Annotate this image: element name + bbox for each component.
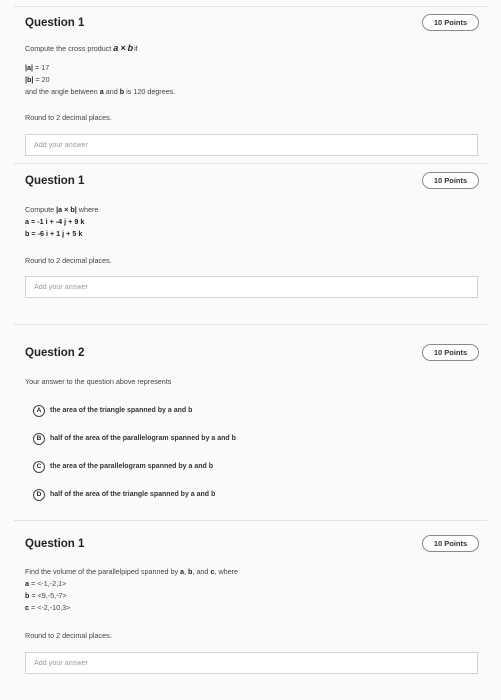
vector-a: a <box>113 43 119 53</box>
vector-a-value: = <-1,-2,1> <box>31 579 67 588</box>
cross-product-magnitude: |a × b| <box>56 205 77 214</box>
rounding-instruction: Round to 2 decimal places. <box>25 631 112 640</box>
vector-b: b <box>119 87 125 96</box>
angle-line <box>25 87 175 97</box>
question-title: Question 1 <box>25 175 85 187</box>
prompt-text: Compute <box>25 205 55 214</box>
question-prompt <box>25 44 138 54</box>
rounding-instruction: Round to 2 decimal places. <box>25 256 112 265</box>
option-letter: D <box>33 489 45 501</box>
divider <box>14 520 487 521</box>
divider <box>14 163 487 164</box>
answer-input[interactable]: Add your answer <box>25 134 478 156</box>
vector-b-label: b <box>25 591 30 600</box>
rounding-instruction: Round to 2 decimal places. <box>25 113 112 122</box>
option-letter: C <box>33 461 45 473</box>
prompt-text: and <box>196 567 209 576</box>
option-label: half of the area of the parallelogram spanned by a and b <box>50 435 236 443</box>
question-title: Question 1 <box>25 17 85 29</box>
vector-c-label: c <box>25 603 29 612</box>
answer-input[interactable]: Add your answer <box>25 276 478 298</box>
magnitude-b-line <box>25 75 50 85</box>
option-letter: A <box>33 405 45 417</box>
points-badge: 10 Points <box>422 14 479 31</box>
vector-a-line <box>25 217 84 227</box>
option-label: half of the area of the triangle spanned by a and b <box>50 491 216 499</box>
angle-text: and <box>105 87 118 96</box>
question-title: Question 2 <box>25 347 85 359</box>
vector-b-line <box>25 229 82 239</box>
question-prompt: Find the volume of the parallelpiped spanned by a, b, and c, where <box>25 567 239 576</box>
points-badge: 10 Points <box>422 172 479 189</box>
divider <box>14 6 487 7</box>
prompt-text: Compute the cross product <box>25 44 112 53</box>
vector-c-value: = <-2,-10,3> <box>31 603 71 612</box>
option-b[interactable] <box>33 430 236 444</box>
option-d[interactable] <box>33 486 215 500</box>
vector-b-value: = -6 i + 1 j + 5 k <box>31 229 83 238</box>
points-badge: 10 Points <box>422 344 479 361</box>
vector-b: b <box>188 567 193 576</box>
vector-a-value: = -1 i + -4 j + 9 k <box>31 217 85 226</box>
vector-b: b <box>127 43 134 53</box>
question-title: Question 1 <box>25 538 85 550</box>
vector-c: c <box>210 567 215 576</box>
option-c[interactable] <box>33 458 213 472</box>
answer-input[interactable]: Add your answer <box>25 652 478 674</box>
prompt-text: Find the volume of the parallelpiped spanned by <box>25 567 179 576</box>
prompt-text: if <box>134 44 138 53</box>
magnitude-a-value: = 17 <box>35 63 50 72</box>
magnitude-a-label: |a| <box>25 63 34 72</box>
vector-a-label: a <box>25 217 29 226</box>
vector-a-label: a <box>25 579 29 588</box>
vector-a: a <box>99 87 104 96</box>
angle-text: and the angle between <box>25 87 98 96</box>
magnitude-b-value: = 20 <box>35 75 50 84</box>
magnitude-b-label: |b| <box>25 75 34 84</box>
option-label: the area of the triangle spanned by a and b <box>50 407 193 415</box>
vector-b-line <box>25 591 67 601</box>
option-letter: B <box>33 433 45 445</box>
prompt-text: where <box>218 567 239 576</box>
magnitude-a-line <box>25 63 49 73</box>
vector-c-line <box>25 603 70 613</box>
divider <box>14 324 487 325</box>
option-label: the area of the parallelogram spanned by a and b <box>50 463 213 471</box>
question-prompt <box>25 205 98 215</box>
cross-symbol: × <box>120 43 126 53</box>
vector-b-value: = <9,-5,-7> <box>31 591 67 600</box>
vector-b-label: b <box>25 229 30 238</box>
prompt-text: where <box>78 205 99 214</box>
vector-a-line <box>25 579 66 589</box>
option-a[interactable] <box>33 402 192 416</box>
angle-text: is 120 degrees. <box>126 87 176 96</box>
points-badge: 10 Points <box>422 535 479 552</box>
question-prompt: Your answer to the question above represents <box>25 377 172 386</box>
vector-a: a <box>180 567 185 576</box>
